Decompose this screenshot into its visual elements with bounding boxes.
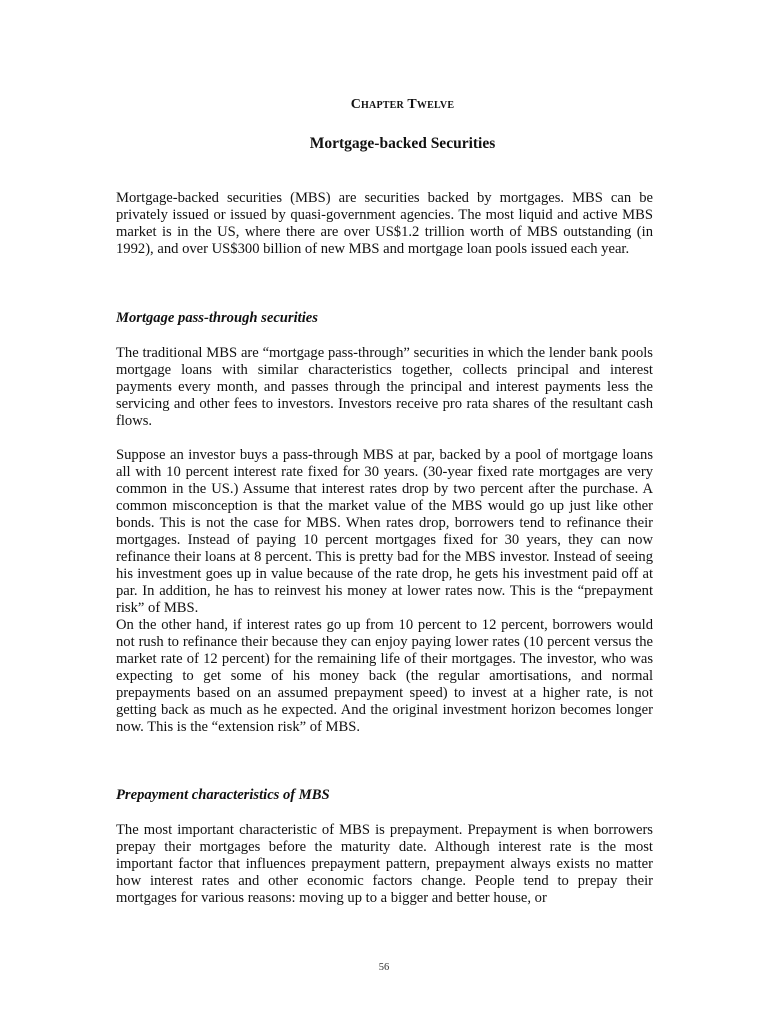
paragraph-prepayment-characteristics: The most important characteristic of MBS is prepayment. Prepayment is when borrowers prepay their mortgages before the maturity date. Although interest rate is the most important factor that influences prepayment pattern, prepayment always exists no matter how interest rates and other economic factors change. People tend to prepay their mortgages for various reasons: moving up to a bigger and better house, or [116, 822, 653, 906]
chapter-title: Mortgage-backed Securities [309, 135, 496, 152]
paragraph-extension-risk: On the other hand, if interest rates go up from 10 percent to 12 percent, borrowers would not rush to refinance their because they can enjoy paying lower rates (10 percent versus the market rate of 12 percent) for the remaining life of their mortgages. The investor, who was expecting to get some of his money back (the regular amortisations, and normal prepayments based on an assumed prepayment speed) to invest at a higher rate, is not getting back as much as he expected. And the original investment horizon becomes longer now. This is the “extension risk” of MBS. [116, 617, 653, 735]
paragraph-pass-through-definition: The traditional MBS are “mortgage pass-through” securities in which the lender bank pools mortgage loans with similar characteristics together, collects principal and interest payments every month, and passes through the principal and interest payments less the servicing and other fees to investors. Investors receive pro rata shares of the resultant cash flows. [116, 345, 653, 429]
page-number: 56 [378, 962, 390, 973]
intro-paragraph: Mortgage-backed securities (MBS) are securities backed by mortgages. MBS can be privately issued or issued by quasi-government agencies. The most liquid and active MBS market is in the US, where there are over US$1.2 trillion worth of MBS outstanding (in 1992), and over US$300 billion of new MBS and mortgage loan pools issued each year. [116, 190, 653, 257]
paragraph-prepayment-risk: Suppose an investor buys a pass-through MBS at par, backed by a pool of mortgage loans all with 10 percent interest rate fixed for 30 years. (30-year fixed rate mortgages are very common in the US.) Assume that interest rates drop by two percent after the purchase. A common misconception is that the market value of the MBS would go up just like other bonds. This is not the case for MBS. When rates drop, borrowers tend to refinance their mortgages. Instead of paying 10 percent mortgages fixed for 30 years, they can now refinance their loans at 8 percent. This is pretty bad for the MBS investor. Instead of seeing his investment goes up in value because of the rate drop, he gets his investment paid off at par. In addition, he has to reinvest his money at lower rates now. This is the “prepayment risk” of MBS. [116, 447, 653, 616]
section-heading-pass-through: Mortgage pass-through securities [116, 310, 318, 326]
section-heading-prepayment-characteristics: Prepayment characteristics of MBS [116, 787, 330, 803]
chapter-label: Chapter Twelve [350, 97, 455, 112]
